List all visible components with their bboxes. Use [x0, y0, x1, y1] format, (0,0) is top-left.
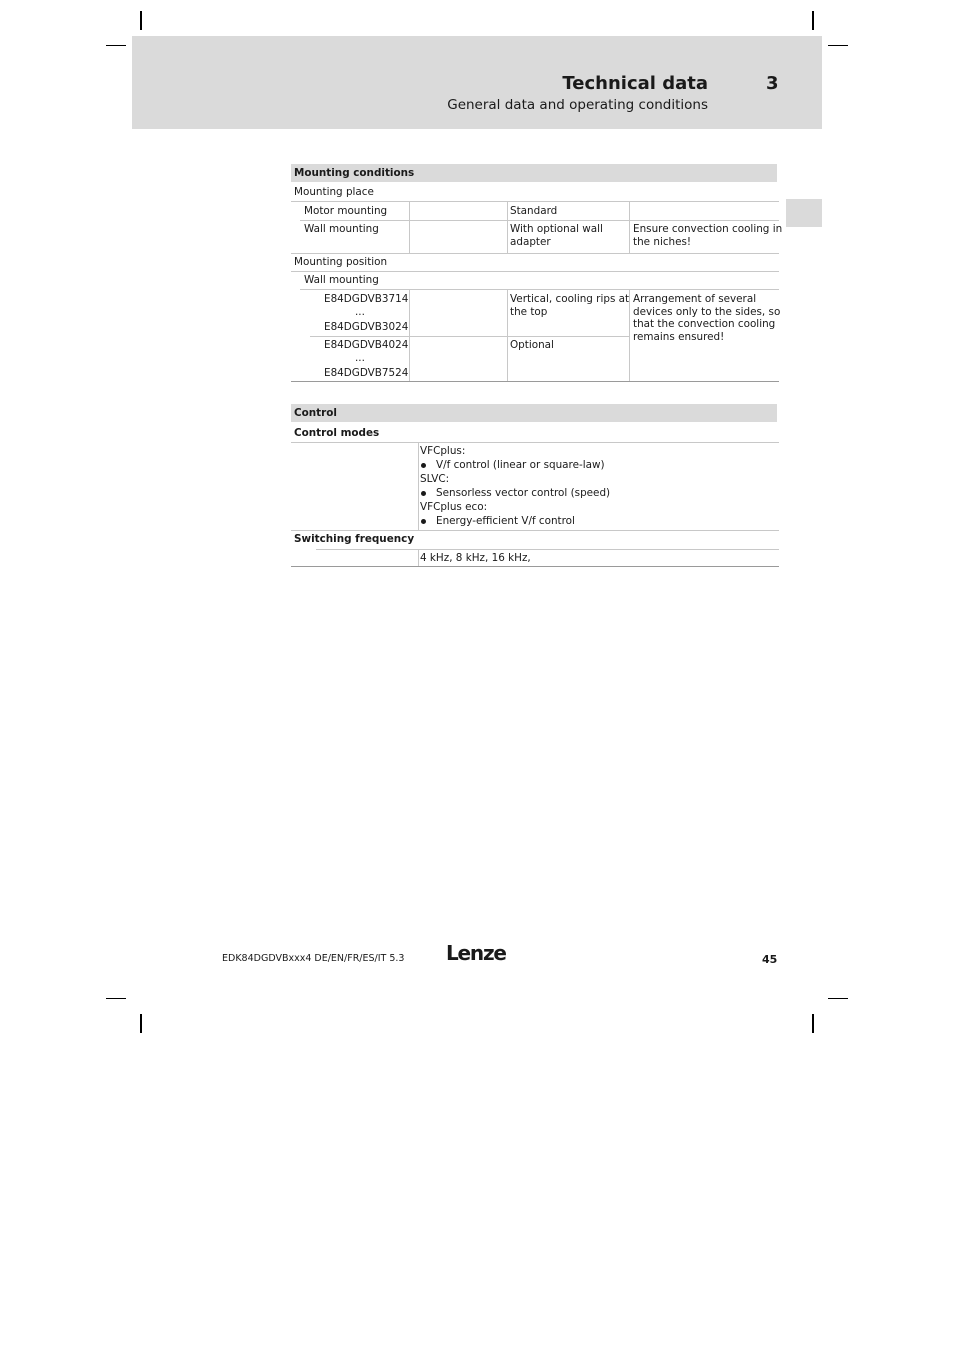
control-mode-name: VFCplus: [420, 445, 466, 457]
section-heading: Mounting conditions [294, 167, 415, 179]
row-label: Wall mounting [304, 223, 379, 235]
cell-note: Ensure convection cooling in [633, 223, 783, 235]
control-mode-name: VFCplus eco: [420, 501, 488, 513]
crop-mark [106, 45, 126, 46]
cell-value: Optional [510, 339, 554, 351]
cell-value: the top [510, 306, 548, 318]
page-title: Technical data [562, 73, 708, 94]
document-id: EDK84DGDVBxxx4 DE/EN/FR/ES/IT 5.3 [222, 953, 405, 964]
crop-mark [106, 998, 126, 999]
page-number: 45 [762, 953, 778, 966]
model-range-dots: ... [355, 352, 365, 364]
cell-value: With optional wall [510, 223, 603, 235]
crop-mark [140, 11, 142, 30]
model-range-start: E84DGDVB4024 [324, 339, 409, 351]
crop-mark [140, 1014, 142, 1033]
row-label: Wall mounting [304, 274, 379, 286]
row-label: Motor mounting [304, 205, 388, 217]
control-mode-item: V/f control (linear or square-law) [436, 459, 605, 471]
crop-mark [812, 11, 814, 30]
model-range-dots: ... [355, 306, 365, 318]
control-mode-item: Sensorless vector control (speed) [436, 487, 611, 499]
cell-note: Arrangement of several [633, 293, 757, 305]
crop-mark [828, 998, 848, 999]
row-label: Mounting position [294, 256, 388, 268]
cell-value: Standard [510, 205, 558, 217]
row-label: Control modes [294, 427, 380, 439]
section-bar [291, 404, 777, 422]
cell-value: adapter [510, 236, 551, 248]
chapter-tab-marker [786, 199, 822, 227]
model-range-end: E84DGDVB7524 [324, 367, 409, 379]
crop-mark [812, 1014, 814, 1033]
cell-note: the niches! [633, 236, 692, 248]
cell-value: 4 kHz, 8 kHz, 16 kHz, [420, 552, 531, 564]
lenze-logo: Lenze [446, 941, 506, 965]
cell-value: Vertical, cooling rips at [510, 293, 630, 305]
control-mode-item: Energy-efficient V/f control [436, 515, 575, 527]
chapter-number: 3 [766, 73, 779, 94]
page-subtitle: General data and operating conditions [447, 97, 708, 113]
control-mode-name: SLVC: [420, 473, 450, 485]
header-band [132, 36, 822, 129]
row-label: Mounting place [294, 186, 374, 198]
cell-note: that the convection cooling [633, 318, 776, 330]
model-range-start: E84DGDVB3714 [324, 293, 409, 305]
row-label: Switching frequency [294, 533, 415, 545]
section-heading: Control [294, 407, 337, 419]
cell-note: remains ensured! [633, 331, 725, 343]
cell-note: devices only to the sides, so [633, 306, 781, 318]
crop-mark [828, 45, 848, 46]
model-range-end: E84DGDVB3024 [324, 321, 409, 333]
